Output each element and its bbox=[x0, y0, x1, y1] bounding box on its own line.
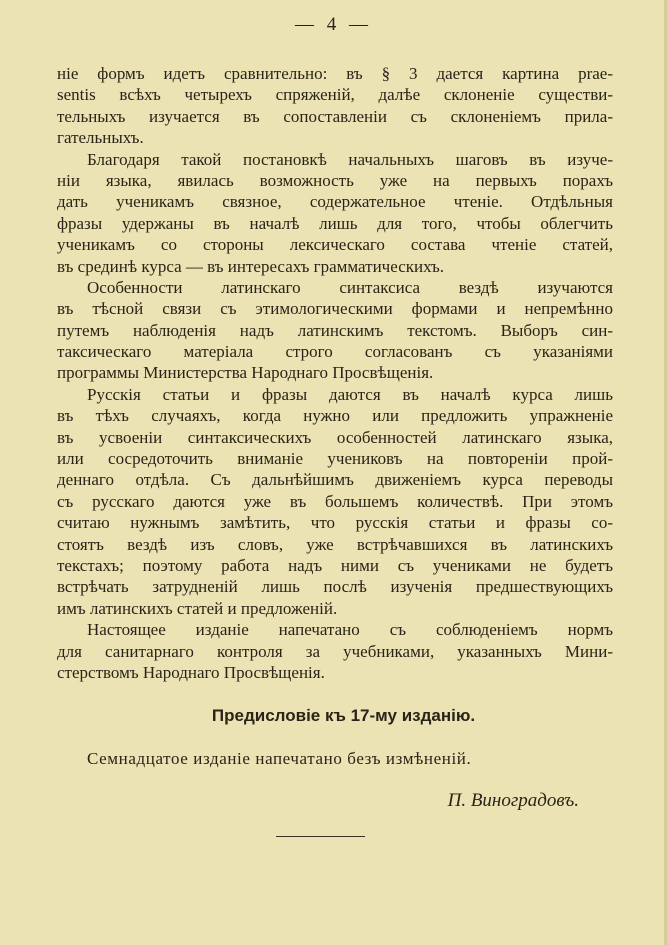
body-text bbox=[57, 63, 613, 683]
text-line: деннаго отдѣла. Съ дальнѣйшимъ движеніемъ курса переводы bbox=[57, 470, 613, 490]
text-line: считаю нужнымъ замѣтить, что русскія статьи и фразы со- bbox=[57, 513, 613, 533]
text-line: Настоящее изданіе напечатано съ соблюденіемъ нормъ bbox=[87, 620, 613, 640]
text-line: гательныхъ. bbox=[57, 128, 144, 148]
text-line: въ срединѣ курса — въ интересахъ грамматическихъ. bbox=[57, 256, 444, 276]
text-line: для санитарнаго контроля за учебниками, указанныхъ Мини- bbox=[57, 641, 613, 661]
page-number: — 4 — bbox=[295, 14, 372, 35]
preface-note: Семнадцатое изданіе напечатано безъ измѣненій. bbox=[87, 749, 472, 768]
text-line: Благодаря такой постановкѣ начальныхъ шаговъ въ изуче- bbox=[87, 149, 613, 169]
text-line: ніи языка, явилась возможность уже на первыхъ порахъ bbox=[57, 170, 613, 190]
text-line: въ тѣхъ случаяхъ, когда нужно или предложить упражненіе bbox=[57, 406, 613, 426]
text-line: фразы удержаны въ началѣ лишь для того, чтобы облегчить bbox=[57, 213, 613, 233]
closing-rule bbox=[276, 836, 365, 837]
text-line: Особенности латинскаго синтаксиса вездѣ изучаются bbox=[87, 277, 613, 297]
text-line: дать ученикамъ связное, содержательное чтеніе. Отдѣльныя bbox=[57, 192, 613, 212]
text-line: путемъ наблюденія надъ латинскимъ текстомъ. Выборъ син- bbox=[57, 320, 613, 340]
text-line: въ тѣсной связи съ этимологическими формами и непремѣнно bbox=[57, 299, 613, 319]
preface-heading: Предисловіе къ 17-му изданію. bbox=[211, 706, 476, 725]
text-line: въ усвоеніи синтаксическихъ особенностей латинскаго языка, bbox=[57, 427, 613, 447]
text-line: съ русскаго даются уже въ большемъ количествѣ. При этомъ bbox=[57, 491, 613, 511]
text-line: стоятъ вездѣ изъ словъ, уже встрѣчавшихся въ латинскихъ bbox=[57, 534, 613, 554]
text-line: ученикамъ со стороны лексическаго состава чтеніе статей, bbox=[57, 235, 613, 255]
author-signature: П. Виноградовъ. bbox=[447, 790, 579, 811]
text-line: имъ латинскихъ статей и предложеній. bbox=[57, 598, 338, 618]
text-line: или сосредоточить вниманіе учениковъ на повтореніи прой- bbox=[57, 449, 613, 469]
text-line: стерствомъ Народнаго Просвѣщенія. bbox=[57, 662, 325, 682]
text-line: sentis всѣхъ четырехъ спряженій, далѣе склоненіе существи- bbox=[57, 85, 613, 105]
text-line: Русскія статьи и фразы даются въ началѣ курса лишь bbox=[87, 384, 613, 404]
text-line: тельныхъ изучается въ сопоставленіи съ склоненіемъ прила- bbox=[57, 106, 613, 126]
text-line: таксическаго матеріала строго согласованъ съ указаніями bbox=[57, 342, 613, 362]
text-line: встрѣчать затрудненій лишь послѣ изученія предшествующихъ bbox=[57, 577, 613, 597]
text-line: ніе формъ идетъ сравнительно: въ § 3 дается картина prae- bbox=[57, 64, 613, 83]
text-line: программы Министерства Народнаго Просвѣщенія. bbox=[57, 363, 434, 383]
text-line: текстахъ; поэтому работа надъ ними съ учениками не будетъ bbox=[57, 555, 613, 575]
